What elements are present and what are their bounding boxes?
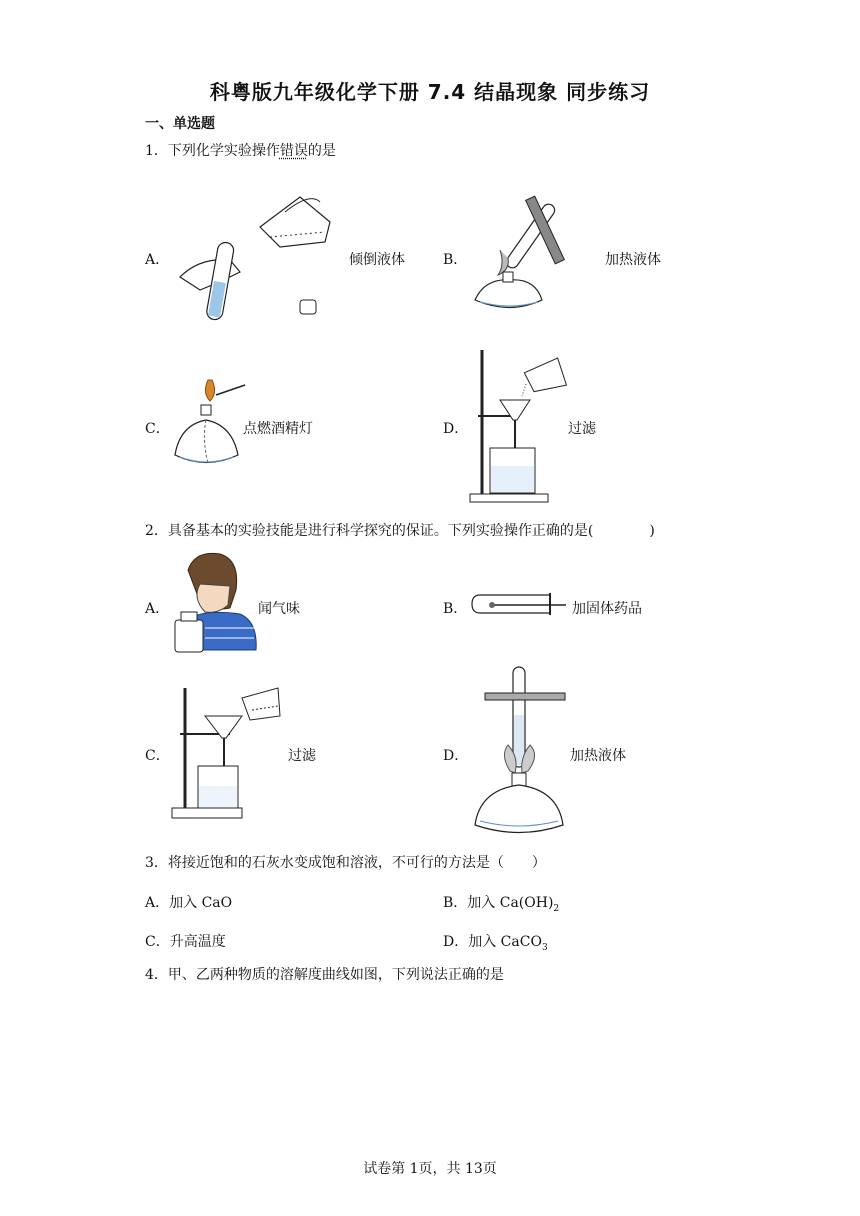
q1-option-a-caption: 倾倒液体 — [349, 252, 405, 268]
light-lamp-figure — [170, 375, 250, 475]
q1-option-a-letter[interactable]: A． — [145, 252, 170, 268]
filter-figure — [170, 686, 285, 820]
stem-text: 的是 — [307, 143, 336, 159]
page-title: 科粤版九年级化学下册 7.4 结晶现象 同步练习 — [209, 80, 651, 104]
q2-option-b-caption: 加固体药品 — [572, 601, 642, 617]
stem-emphasis: 错误 — [279, 143, 308, 159]
q2-option-c-caption: 过滤 — [288, 748, 316, 764]
question-3-stem: 3．将接近饱和的石灰水变成饱和溶液，不可行的方法是（ ） — [145, 855, 546, 871]
heat-liquid-figure — [470, 190, 600, 325]
q2-option-b-letter[interactable]: B． — [443, 601, 468, 617]
q1-option-c-caption: 点燃酒精灯 — [243, 421, 313, 437]
q2-option-a-letter[interactable]: A． — [145, 601, 170, 617]
q2-option-d-caption: 加热液体 — [570, 748, 626, 764]
heat-liquid-figure — [470, 665, 570, 837]
page-footer: 试卷第 1页，共 13页 — [363, 1161, 497, 1177]
option-letter: C． — [145, 934, 170, 950]
q1-option-b-letter[interactable]: B． — [443, 252, 468, 268]
option-subscript: 3 — [541, 942, 548, 953]
q1-option-c-letter[interactable]: C． — [145, 421, 170, 437]
q1-option-d-caption: 过滤 — [568, 421, 596, 437]
option-text: 加入 CaO — [169, 895, 233, 911]
option-text: 加入 CaCO — [468, 934, 542, 950]
q2-option-d-letter[interactable]: D． — [443, 748, 469, 764]
question-4-stem: 4．甲、乙两种物质的溶解度曲线如图，下列说法正确的是 — [145, 967, 504, 983]
option-letter: B． — [443, 895, 468, 911]
q1-option-d-letter[interactable]: D． — [443, 421, 469, 437]
q3-option-a[interactable] — [145, 892, 232, 912]
question-1-stem — [145, 140, 336, 160]
option-letter: A． — [145, 895, 170, 911]
section-heading: 一、单选题 — [145, 116, 215, 132]
filter-figure — [470, 348, 580, 504]
option-letter: D． — [443, 934, 469, 950]
q3-option-b[interactable] — [443, 892, 559, 914]
q3-option-c[interactable] — [145, 931, 226, 951]
option-subscript: 2 — [553, 903, 560, 914]
option-text: 加入 Ca(OH) — [467, 895, 554, 911]
smell-figure — [170, 550, 260, 654]
stem-text: 1．下列化学实验操作 — [145, 143, 280, 159]
option-text: 升高温度 — [169, 934, 226, 950]
pour-liquid-figure — [170, 182, 345, 322]
q2-option-a-caption: 闻气味 — [258, 601, 300, 617]
q1-option-b-caption: 加热液体 — [605, 252, 661, 268]
q3-option-d[interactable] — [443, 931, 548, 953]
question-2-stem: 2．具备基本的实验技能是进行科学探究的保证。下列实验操作正确的是( ) — [145, 523, 655, 539]
q2-option-c-letter[interactable]: C． — [145, 748, 170, 764]
add-solid-figure — [470, 592, 570, 618]
